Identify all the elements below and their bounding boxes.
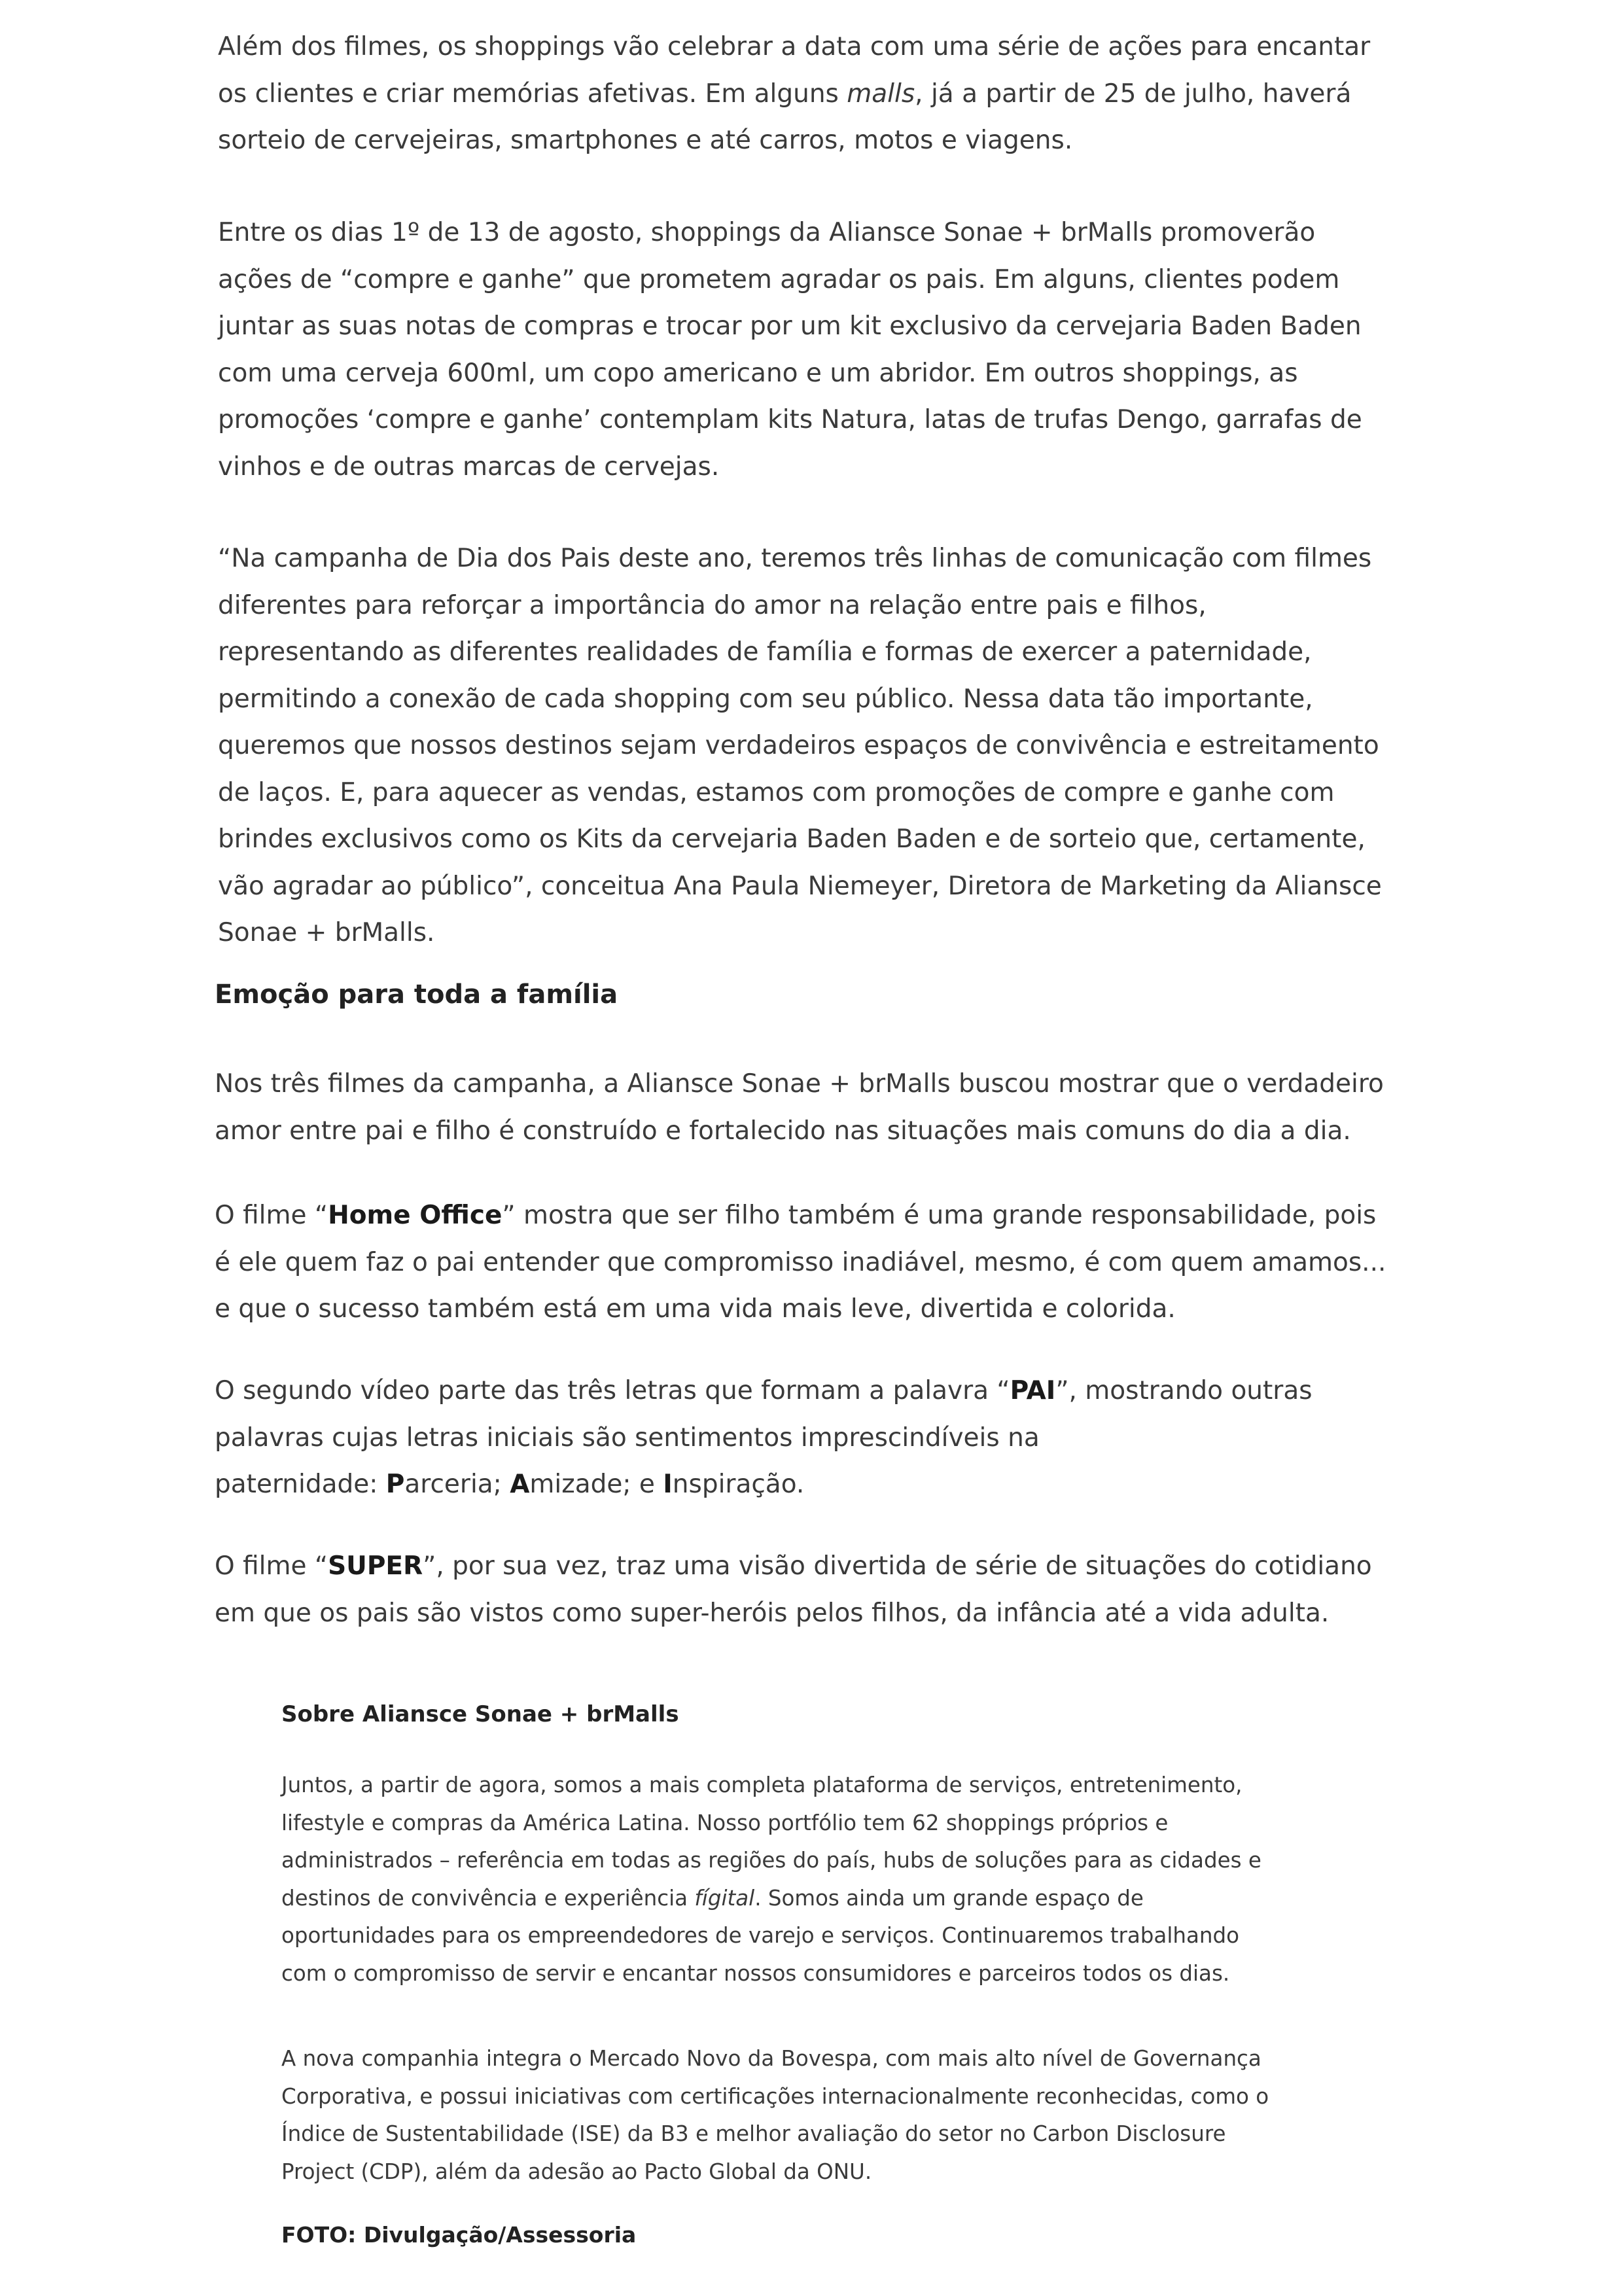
initial-letter: A — [510, 1470, 530, 1499]
text-line: paternidade: Parceria; Amizade; e Inspiração. — [215, 1470, 805, 1499]
text-line: Nos três filmes da campanha, a Aliansce Sonae + brMalls buscou mostrar que o verdadeiro — [215, 1069, 1384, 1099]
italic-term: fígital — [694, 1885, 755, 1911]
text-line: Project (CDP), além da adesão ao Pacto Global da ONU. — [281, 2159, 872, 2184]
paragraph-quote — [218, 535, 1382, 957]
text-line: Juntos, a partir de agora, somos a mais completa plataforma de serviços, entretenimento, — [281, 1773, 1243, 1797]
text-line: oportunidades para os empreendedores de varejo e serviços. Continuaremos trabalhando — [281, 1923, 1239, 1948]
initial-letter: I — [663, 1470, 673, 1499]
text-line: O filme “Home Office” mostra que ser filho também é uma grande responsabilidade, pois — [215, 1201, 1377, 1230]
text-line: de laços. E, para aquecer as vendas, estamos com promoções de compre e ganhe com — [218, 777, 1335, 807]
text-line: representando as diferentes realidades de família e formas de exercer a paternidade, — [218, 637, 1312, 667]
film-title: PAI — [1010, 1376, 1056, 1405]
text-line: e que o sucesso também está em uma vida mais leve, divertida e colorida. — [215, 1294, 1176, 1324]
paragraph-super — [215, 1543, 1372, 1636]
text-line: administrados – referência em todas as regiões do país, hubs de soluções para as cidades e — [281, 1848, 1261, 1873]
about-title: Sobre Aliansce Sonae + brMalls — [281, 1701, 679, 1727]
text-line: “Na campanha de Dia dos Pais deste ano, teremos três linhas de comunicação com filmes — [218, 544, 1372, 573]
italic-term: malls — [847, 79, 915, 109]
text-line: brindes exclusivos como os Kits da cervejaria Baden Baden e de sorteio que, certamente, — [218, 824, 1366, 854]
text-line: permitindo a conexão de cada shopping com seu público. Nessa data tão importante, — [218, 684, 1313, 714]
text-line: os clientes e criar memórias afetivas. Em alguns malls, já a partir de 25 de julho, haverá — [218, 79, 1352, 109]
initial-letter: P — [385, 1470, 405, 1499]
photo-credit: FOTO: Divulgação/Assessoria — [281, 2222, 637, 2248]
text-line: lifestyle e compras da América Latina. Nosso portfólio tem 62 shoppings próprios e — [281, 1810, 1169, 1835]
text-line: com uma cerveja 600ml, um copo americano e um abridor. Em outros shoppings, as — [218, 358, 1298, 388]
text-line: Corporativa, e possui iniciativas com certificações internacionalmente reconhecidas, como o — [281, 2083, 1269, 2109]
paragraph-home-office — [215, 1192, 1386, 1333]
paragraph-pai — [215, 1368, 1313, 1508]
text-line: é ele quem faz o pai entender que compromisso inadiável, mesmo, é com quem amamos... — [215, 1247, 1386, 1277]
text-line: amor entre pai e filho é construído e fortalecido nas situações mais comuns do dia a dia. — [215, 1116, 1351, 1146]
text-line: palavras cujas letras iniciais são sentimentos imprescindíveis na — [215, 1422, 1040, 1453]
text-line: O segundo vídeo parte das três letras que formam a palavra “PAI”, mostrando outras — [215, 1376, 1313, 1405]
paragraph-promotions — [218, 209, 1362, 490]
text-line: A nova companhia integra o Mercado Novo da Bovespa, com mais alto nível de Governança — [281, 2046, 1261, 2071]
text-line: queremos que nossos destinos sejam verdadeiros espaços de convivência e estreitamento — [218, 731, 1379, 760]
paragraph-films-intro — [215, 1061, 1384, 1154]
about-paragraph-governance — [281, 2040, 1269, 2191]
text-line: ações de “compre e ganhe” que prometem agradar os pais. Em alguns, clientes podem — [218, 264, 1340, 294]
text-line: promoções ‘compre e ganhe’ contemplam kits Natura, latas de trufas Dengo, garrafas de — [218, 405, 1362, 434]
text-line: vão agradar ao público”, conceitua Ana Paula Niemeyer, Diretora de Marketing da Aliansce — [218, 871, 1382, 901]
about-paragraph-company — [281, 1767, 1261, 1992]
text-line: com o compromisso de servir e encantar nossos consumidores e parceiros todos os dias. — [281, 1960, 1230, 1986]
text-line: Entre os dias 1º de 13 de agosto, shoppings da Aliansce Sonae + brMalls promoverão — [218, 218, 1316, 247]
film-title: SUPER — [328, 1551, 423, 1581]
text-line: sorteio de cervejeiras, smartphones e até carros, motos e viagens. — [218, 126, 1073, 155]
section-heading: Emoção para toda a família — [215, 980, 618, 1010]
text-line: juntar as suas notas de compras e trocar por um kit exclusivo da cervejaria Baden Baden — [218, 311, 1362, 341]
text-line: em que os pais são vistos como super-heróis pelos filhos, da infância até a vida adulta. — [215, 1598, 1330, 1628]
text-line: Índice de Sustentabilidade (ISE) da B3 e melhor avaliação do setor no Carbon Disclosure — [281, 2121, 1226, 2146]
text-line: destinos de convivência e experiência fígital. Somos ainda um grande espaço de — [281, 1885, 1144, 1911]
text-line: Sonae + brMalls. — [218, 918, 435, 947]
text-line: O filme “SUPER”, por sua vez, traz uma visão divertida de série de situações do cotidiano — [215, 1551, 1372, 1581]
text-line: vinhos e de outras marcas de cervejas. — [218, 451, 720, 482]
text-line: Além dos filmes, os shoppings vão celebrar a data com uma série de ações para encantar — [218, 32, 1371, 62]
paragraph-prizes — [218, 24, 1370, 164]
text-line: diferentes para reforçar a importância do amor na relação entre pais e filhos, — [218, 590, 1207, 620]
film-title: Home Office — [328, 1201, 502, 1230]
